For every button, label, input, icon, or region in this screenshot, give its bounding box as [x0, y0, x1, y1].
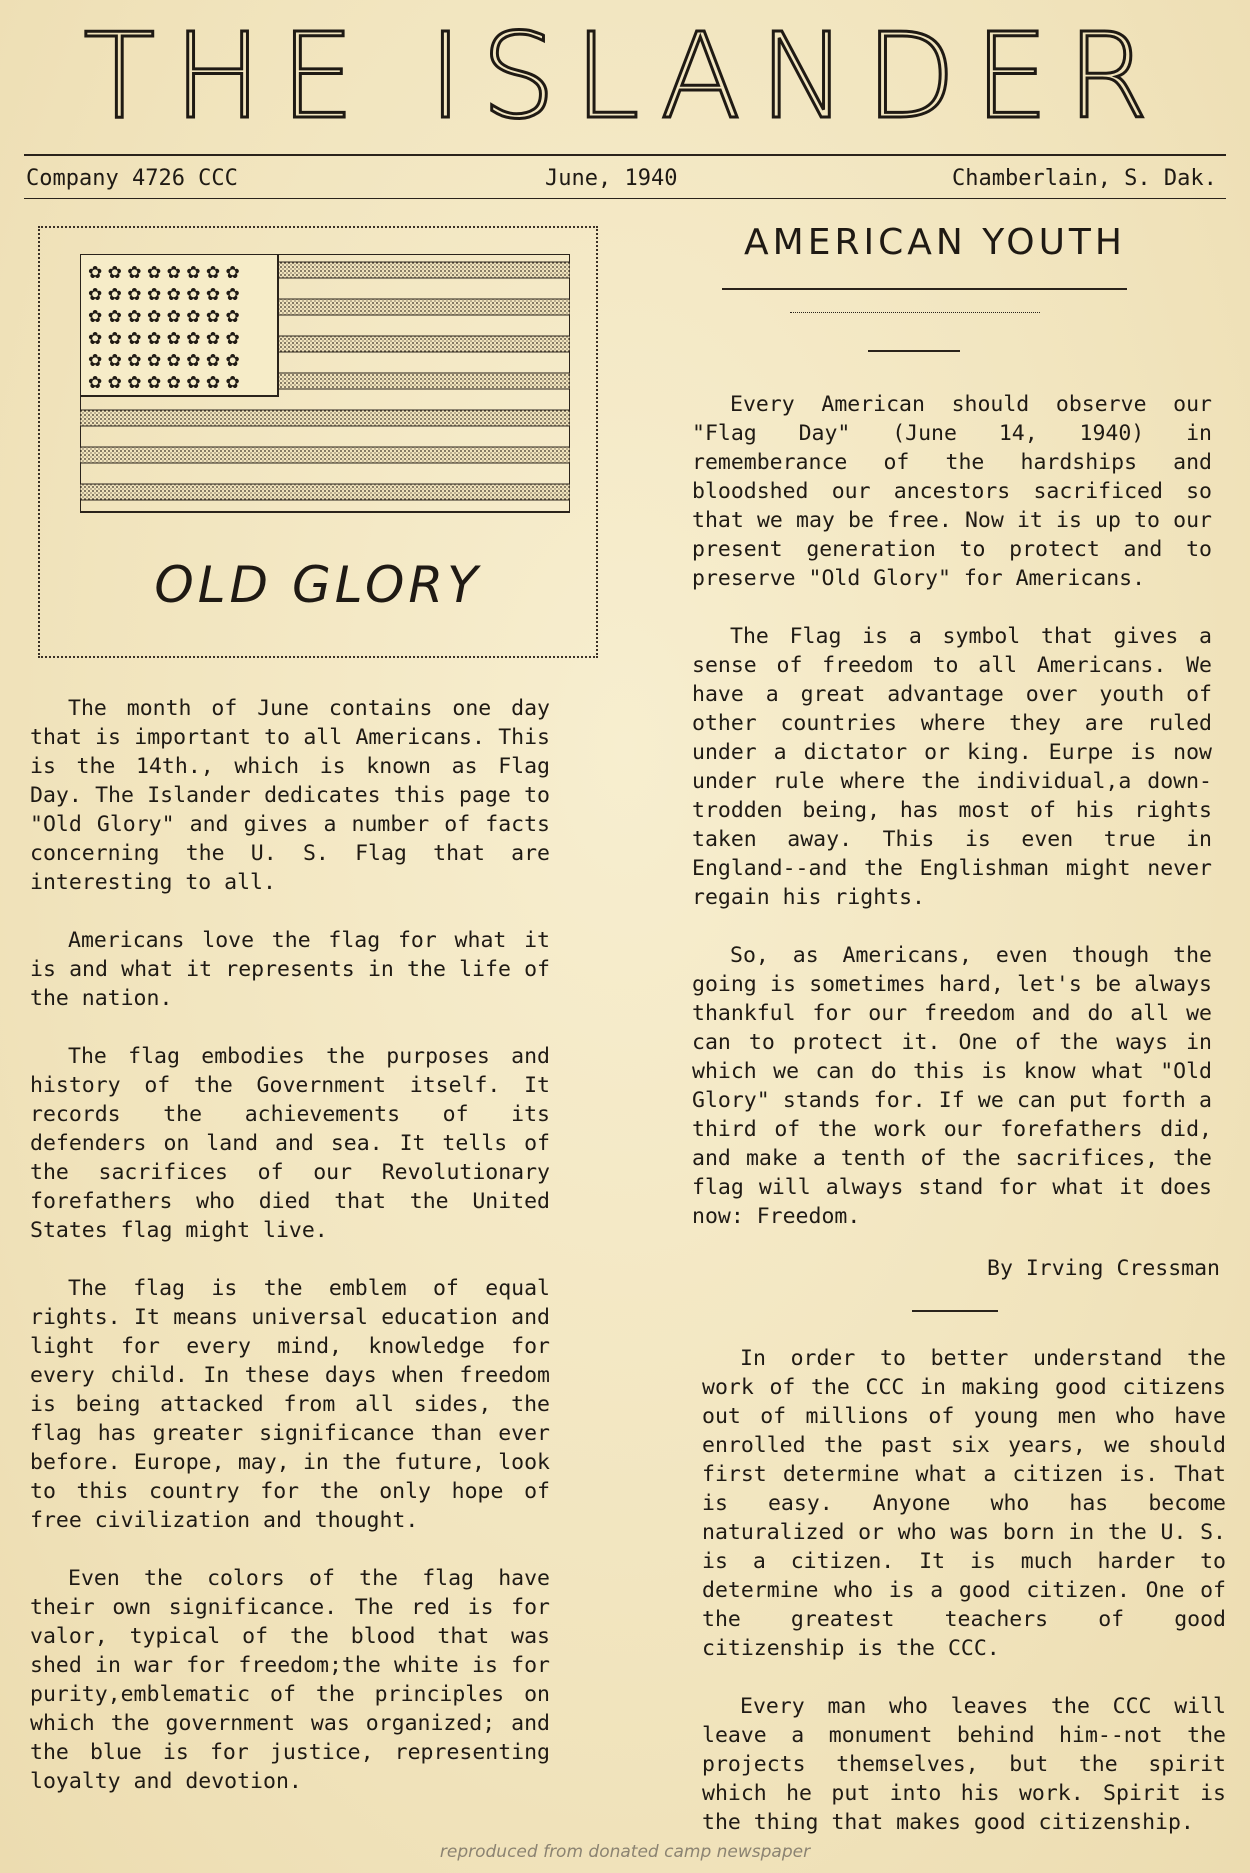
masthead-title: THE ISLANDER: [83, 7, 1167, 145]
infobar-rule: [24, 198, 1226, 199]
left-paragraph: The flag embodies the purposes and history of the Government itself. It records the achievements of its defenders on land and sea. It tells of the sacrifices of our Revolutionary forefathers who died that the United States flag might live.: [30, 1044, 550, 1243]
ccc-citizenship-article: [702, 1344, 1226, 1866]
youth-paragraph: Every American should observe our "Flag Day" (June 14, 1940) in rememberance of the hardships and bloodshed our ancestors sacrificed so that we may be free. Now it is up to our present generation to protect and to preserve "Old Glory" for Americans.: [692, 392, 1212, 591]
heading-rule: [722, 288, 1127, 290]
company-label: Company 4726 CCC: [26, 166, 238, 191]
left-paragraph: Americans love the flag for what it is and what it represents in the life of the nation.: [30, 928, 550, 1011]
location-label: Chamberlain, S. Dak.: [952, 166, 1217, 191]
svg-text:✿ ✿ ✿ ✿ ✿ ✿ ✿ ✿: ✿ ✿ ✿ ✿ ✿ ✿ ✿ ✿: [88, 307, 240, 327]
short-rule: [868, 350, 960, 352]
citizenship-paragraph: Every man who leaves the CCC will leave a monument behind him--not the projects themselves, but the spirit which he put into his work. Spirit is the thing that makes good citizenship.: [702, 1694, 1226, 1835]
youth-paragraph: The Flag is a symbol that gives a sense of freedom to all Americans. We have a great advantage over youth of other countries where they are ruled under a dictator or king. Eurpe is now under rule where the individual,a down-trodden being, has most of his rights taken away. This is even true in England--and the Englishman might never regain his rights.: [692, 624, 1212, 910]
citizenship-paragraph: In order to better understand the work of the CCC in making good citizens out of millions of young men who have enrolled the past six years, we should first determine what a citizen is. That is easy. Anyone who has become naturalized or who was born in the U. S. is a citizen. It is much harder to determine who is a good citizen. One of the greatest teachers of good citizenship is the CCC.: [702, 1346, 1226, 1661]
left-paragraph: The flag is the emblem of equal rights. It means universal education and light for every mind, knowledge for every child. In these days when freedom is being attacked from all sides, the flag has greater significance than ever before. Europe, may, in the future, look to this country for the only hope of free civilization and thought.: [30, 1276, 550, 1533]
us-flag-illustration: [80, 254, 570, 514]
left-paragraph: The month of June contains one day that is important to all Americans. This is the 14th., which is known as Flag Day. The Islander dedicates this page to "Old Glory" and gives a number of facts concerning the U. S. Flag that are interesting to all.: [30, 696, 550, 895]
left-paragraph: Even the colors of the flag have their own significance. The red is for valor, typical of the blood that was shed in war for freedom;the white is for purity,emblematic of the principles on which the government was organized; and the blue is for justice, representing loyalty and devotion.: [30, 1566, 550, 1794]
svg-text:✿ ✿ ✿ ✿ ✿ ✿ ✿ ✿: ✿ ✿ ✿ ✿ ✿ ✿ ✿ ✿: [88, 351, 240, 371]
svg-text:✿ ✿ ✿ ✿ ✿ ✿ ✿ ✿: ✿ ✿ ✿ ✿ ✿ ✿ ✿ ✿: [88, 373, 240, 393]
svg-text:✿ ✿ ✿ ✿ ✿ ✿ ✿ ✿: ✿ ✿ ✿ ✿ ✿ ✿ ✿ ✿: [88, 285, 240, 305]
byline: By Irving Cressman: [987, 1256, 1220, 1281]
heading-dotted-rule: [790, 312, 1040, 313]
american-youth-heading: AMERICAN YOUTH: [744, 222, 1126, 263]
issue-date: June, 1940: [545, 166, 678, 191]
svg-text:✿ ✿ ✿ ✿ ✿ ✿ ✿ ✿: ✿ ✿ ✿ ✿ ✿ ✿ ✿ ✿: [88, 263, 240, 283]
youth-paragraph: So, as Americans, even though the going is sometimes hard, let's be always thankful for our freedom and do all we can to protect it. One of the ways in which we can do this is know what "Old Glory" stands for. If we can put forth a third of the work our forefathers did, and make a tenth of the sacrifices, the flag will always stand for what it does now: Freedom.: [692, 943, 1212, 1229]
old-glory-caption: OLD GLORY: [154, 556, 482, 614]
left-article: [30, 694, 550, 1825]
svg-text:✿ ✿ ✿ ✿ ✿ ✿ ✿ ✿: ✿ ✿ ✿ ✿ ✿ ✿ ✿ ✿: [88, 329, 240, 349]
masthead-rule: [24, 154, 1226, 156]
reproduction-note: reproduced from donated camp newspaper: [439, 1842, 811, 1862]
american-youth-article: [692, 390, 1212, 1260]
section-rule: [912, 1310, 998, 1312]
